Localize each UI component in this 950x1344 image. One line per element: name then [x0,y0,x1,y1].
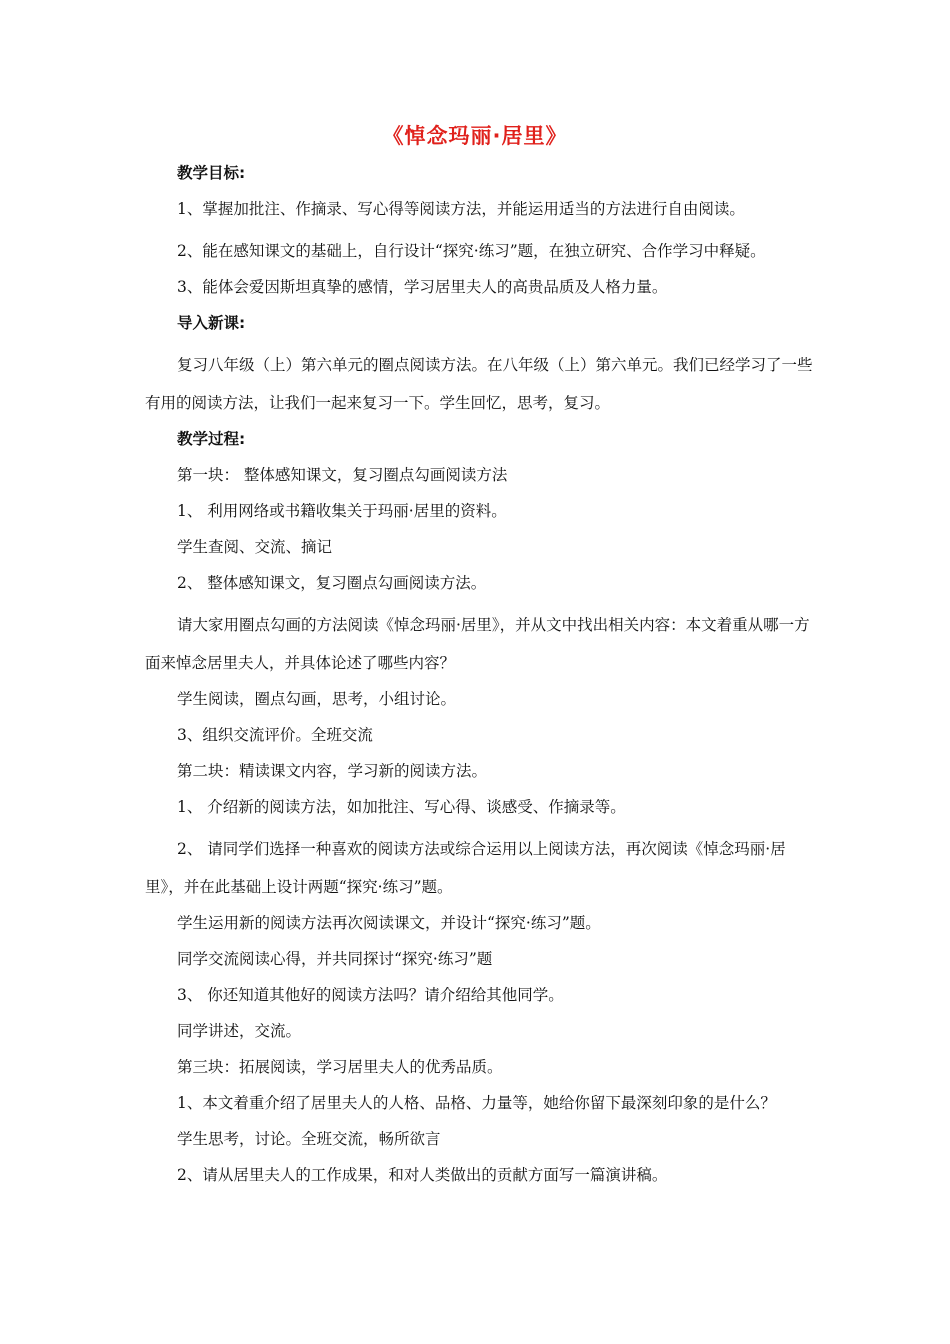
body-paragraph: 学生阅读，圈点勾画，思考，小组讨论。 [177,690,457,708]
body-paragraph: 1、 利用网络或书籍收集关于玛丽·居里的资料。 [177,502,507,520]
document-title: 《悼念玛丽·居里》 [382,124,568,148]
body-paragraph: 3、组织交流评价。全班交流 [177,726,373,744]
body-paragraph: 同学交流阅读心得，并共同探讨“探究·练习”题 [177,950,493,968]
body-paragraph: 2、请从居里夫人的工作成果，和对人类做出的贡献方面写一篇演讲稿。 [177,1166,668,1184]
body-paragraph: 复习八年级（上）第六单元的圈点阅读方法。在八年级（上）第六单元。我们已经学习了一些有用的阅读方法，让我们一起来复习一下。学生回忆，思考，复习。 [145,356,813,412]
body-paragraph: 同学讲述，交流。 [177,1022,302,1040]
document-body [145,160,815,1198]
body-paragraph: 学生查阅、交流、摘记 [177,538,333,556]
body-paragraph: 请大家用圈点勾画的方法阅读《悼念玛丽·居里》，并从文中找出相关内容：本文着重从哪一方面来悼念居里夫人，并具体论述了哪些内容？ [145,616,810,672]
section-heading: 教学过程: [177,430,246,448]
body-paragraph: 2、 请同学们选择一种喜欢的阅读方法或综合运用以上阅读方法，再次阅读《悼念玛丽·居里》，并在此基础上设计两题“探究·练习”题。 [145,840,786,896]
body-paragraph: 1、本文着重介绍了居里夫人的人格、品格、力量等，她给你留下最深刻印象的是什么？ [177,1094,776,1112]
body-paragraph: 2、能在感知课文的基础上，自行设计“探究·练习”题，在独立研究、合作学习中释疑。 [177,242,766,260]
body-paragraph: 第一块： 整体感知课文，复习圈点勾画阅读方法 [177,466,508,484]
body-paragraph: 第二块：精读课文内容，学习新的阅读方法。 [177,762,488,780]
body-paragraph: 第三块：拓展阅读，学习居里夫人的优秀品质。 [177,1058,503,1076]
body-paragraph: 1、 介绍新的阅读方法，如加批注、写心得、谈感受、作摘录等。 [177,798,626,816]
body-paragraph: 3、能体会爱因斯坦真挚的感情，学习居里夫人的高贵品质及人格力量。 [177,278,668,296]
body-paragraph: 3、 你还知道其他好的阅读方法吗？请介绍给其他同学。 [177,986,564,1004]
body-paragraph: 学生思考，讨论。全班交流，畅所欲言 [177,1130,441,1148]
body-paragraph: 学生运用新的阅读方法再次阅读课文，并设计“探究·练习”题。 [177,914,601,932]
section-heading: 教学目标: [177,164,246,182]
body-paragraph: 1、掌握加批注、作摘录、写心得等阅读方法，并能运用适当的方法进行自由阅读。 [177,200,745,218]
section-heading: 导入新课: [177,314,246,332]
body-paragraph: 2、 整体感知课文，复习圈点勾画阅读方法。 [177,574,487,592]
